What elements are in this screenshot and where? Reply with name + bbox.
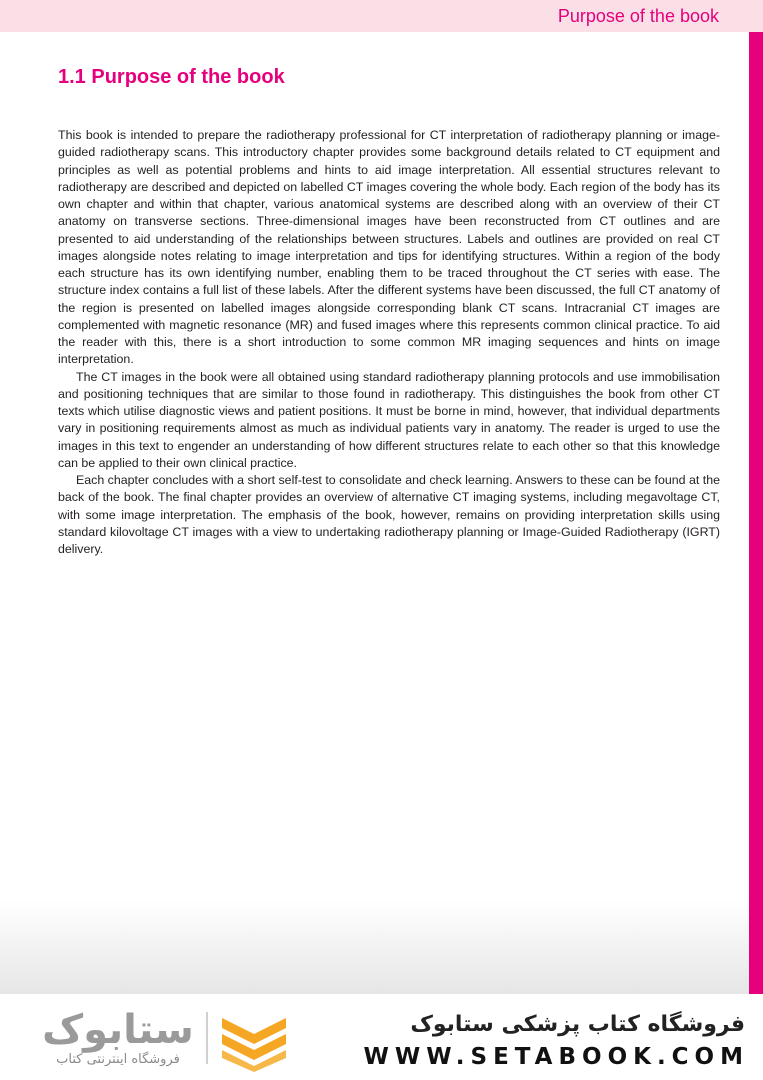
- store-name: فروشگاه کتاب پزشکی ستابوک: [410, 1012, 745, 1037]
- paragraph-2: The CT images in the book were all obtained using standard radiotherapy planning protocols and use immobilisation and positioning techniques that are similar to those found in radiotherapy. This distinguishes the book from other CT texts which utilise diagnostic views and patient positions. It must be borne in mind, however, that individual departments vary in positioning requirements almost as much as individual patients vary in anatomy. The reader is urged to use the images in this text to engender an understanding of how different structures relate to each other so that this knowledge can be applied to their own clinical practice.: [58, 369, 720, 470]
- chevron-stack-logo-icon: [214, 1012, 294, 1072]
- footer-banner: [0, 994, 763, 1080]
- logo-divider: [206, 1012, 208, 1064]
- running-head: Purpose of the book: [557, 6, 719, 26]
- store-url[interactable]: WWW.SETABOOK.COM: [363, 1044, 749, 1070]
- logo-wordmark: ستابوک: [42, 1007, 194, 1053]
- side-accent-bar: [749, 32, 763, 994]
- page-bottom-shadow: [0, 900, 749, 994]
- store-logo[interactable]: [38, 1008, 198, 1072]
- section-title: 1.1 Purpose of the book: [58, 66, 285, 88]
- header-band: [0, 0, 763, 32]
- body-text: [58, 127, 720, 558]
- logo-subtitle: فروشگاه اینترنتی کتاب: [56, 1052, 180, 1067]
- paragraph-3: Each chapter concludes with a short self-test to consolidate and check learning. Answers to these can be found at the back of the book. The final chapter provides an overview of alternative CT imaging systems, including megavoltage CT, with some image interpretation. The emphasis of the book, however, remains on providing interpretation skills using standard kilovoltage CT images with a view to undertaking radiotherapy planning or Image-Guided Radiotherapy (IGRT) delivery.: [58, 473, 721, 556]
- paragraph-1: This book is intended to prepare the radiotherapy professional for CT interpretation of radiotherapy planning or image-guided radiotherapy scans. This introductory chapter provides some background details related to CT equipment and principles as well as potential problems and hints to aid image interpretation. All essential structures relevant to radiotherapy are described and depicted on labelled CT images covering the whole body. Each region of the body has its own chapter and within that chapter, various anatomical systems are described along with an overview of their CT anatomy on transverse sections. Three-dimensional images have been reconstructed from CT outlines and are presented to aid understanding of the relationships between structures. Labels and outlines are provided on real CT images alongside notes relating to image interpretation and tips for identifying structures. Within a region of the body each structure has its own identifying number, enabling them to be traced throughout the CT series with ease. The structure index contains a full list of these labels. After the different systems have been discussed, the full CT anatomy of the region is presented on labelled images alongside corresponding blank CT scans. Intracranial CT images are complemented with magnetic resonance (MR) and fused images where this represents common clinical practice. To aid the reader with this, there is a short introduction to some common MR imaging sequences and hints on image interpretation.: [58, 128, 720, 367]
